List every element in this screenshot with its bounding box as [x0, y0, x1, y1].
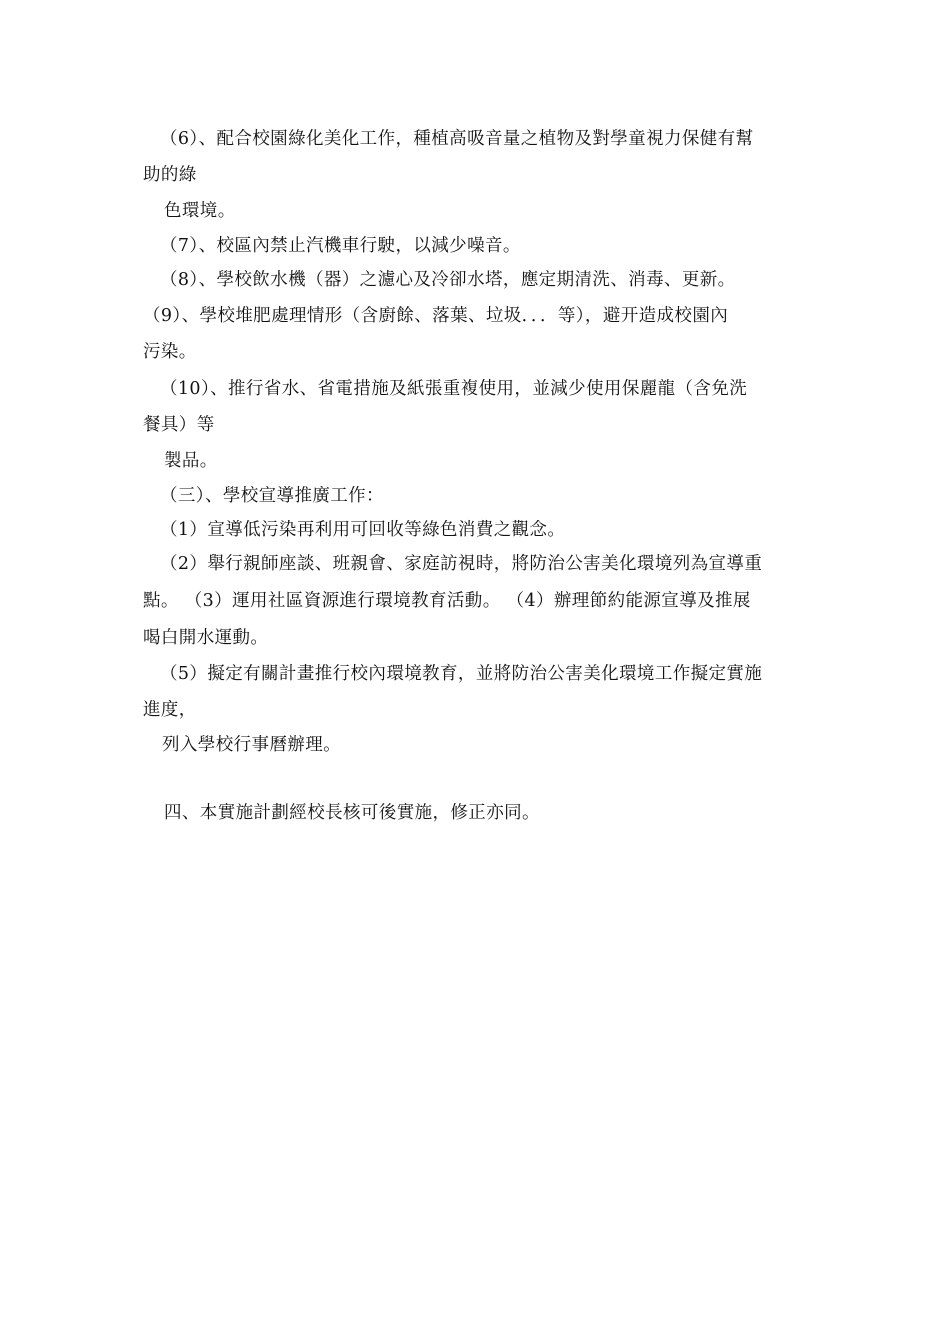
text-line-6-end: 色環境。 — [164, 201, 236, 221]
text-line-6-start: （6）、配合校園綠化美化工作，種植高吸音量之植物及對學童視力保健有幫 — [160, 129, 754, 149]
text-line-s5-start: （5）擬定有關計畫推行校內環境教育，並將防治公害美化環境工作擬定實施 — [160, 664, 763, 684]
text-line-s2-s3-s4: 點。 （3）運用社區資源進行環境教育活動。 （4）辦理節約能源宣導及推展 — [143, 591, 751, 611]
text-line-s5-end: 列入學校行事曆辦理。 — [162, 735, 341, 755]
text-line-s4-end: 喝白開水運動。 — [143, 628, 269, 648]
text-line-9-start: （9）、學校堆肥處理情形（含廚餘、落葉、垃圾．．．等），避开造成校園內 — [143, 306, 729, 326]
text-line-8: （8）、學校飲水機（器）之濾心及冷卻水塔，應定期清洗、消毒、更新。 — [160, 270, 736, 290]
text-line-10-end: 製品。 — [164, 451, 218, 471]
text-line-6-cont: 助的綠 — [143, 165, 197, 185]
section-heading-three: （三）、學校宣導推廣工作： — [160, 486, 384, 506]
section-four-statement: 四、本實施計劃經校長核可後實施，修正亦同。 — [164, 803, 540, 823]
text-line-9-end: 污染。 — [143, 342, 197, 362]
text-line-10-start: （10）、推行省水、省電措施及紙張重複使用，並減少使用保麗龍（含免洗 — [160, 379, 748, 399]
text-line-s1: （1）宣導低污染再利用可回收等綠色消費之觀念。 — [160, 520, 566, 540]
text-line-s2-start: （2）舉行親師座談、班親會、家庭訪視時，將防治公害美化環境列為宣導重 — [160, 554, 763, 574]
text-line-s5-cont: 進度， — [143, 700, 197, 720]
text-line-10-cont: 餐具）等 — [143, 415, 215, 435]
text-line-7: （7）、校區內禁止汽機車行駛，以減少噪音。 — [160, 236, 521, 256]
